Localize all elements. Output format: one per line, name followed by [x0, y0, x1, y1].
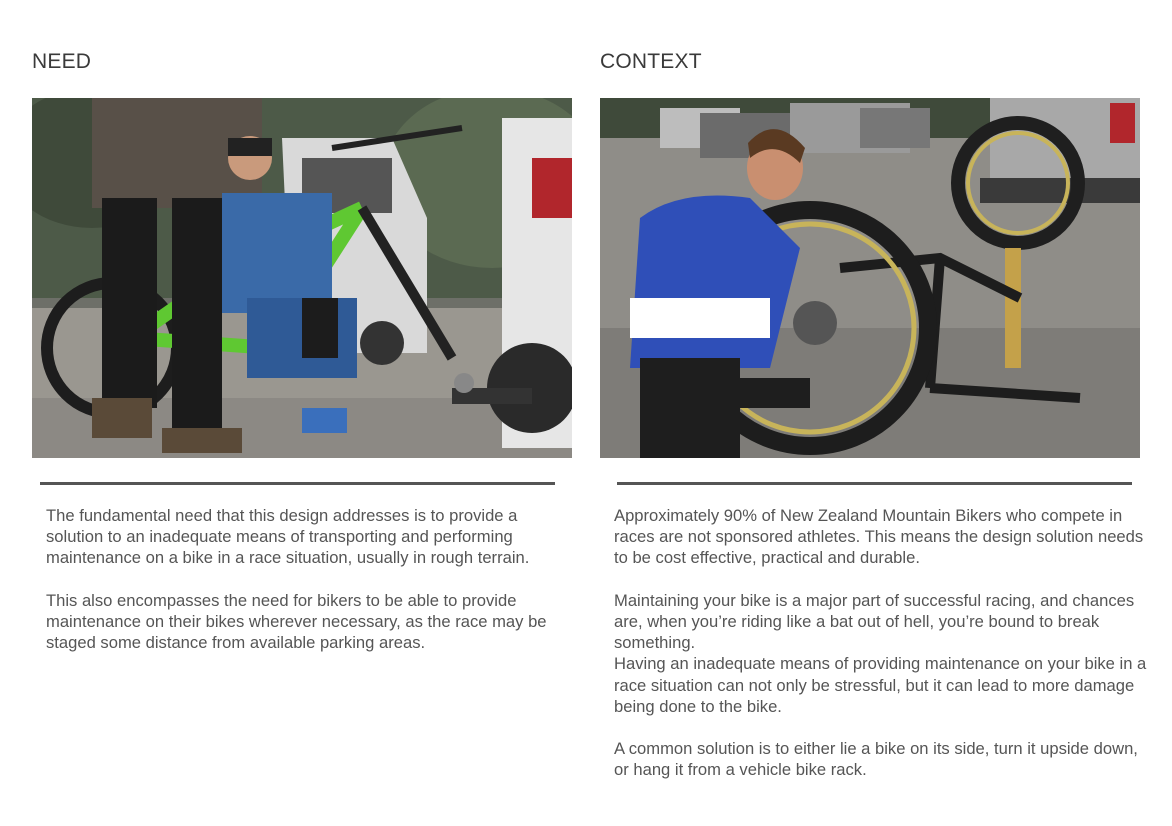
need-paragraph: The fundamental need that this design addresses is to provide a solution to an inadequate means of transporting and performing maintenance on a bike in a race situation, usually in rough terrain.	[46, 506, 530, 568]
context-paragraph: Approximately 90% of New Zealand Mountain Bikers who compete in races are not sponsored athletes. This means the design solution needs to be cost effective, practical and durable.	[614, 506, 1144, 568]
need-body	[46, 505, 566, 675]
need-photo	[32, 98, 572, 458]
context-paragraph: Having an inadequate means of providing maintenance on your bike in a race situation can not only be stressful, but it can lead to more damage being done to the bike.	[614, 654, 1147, 716]
context-photo	[600, 98, 1140, 458]
context-paragraph: A common solution is to either lie a bike on its side, turn it upside down, or hang it from a vehicle bike rack.	[614, 739, 1138, 780]
context-heading: CONTEXT	[600, 50, 702, 73]
context-photo-illustration	[600, 98, 1140, 458]
need-paragraph: This also encompasses the need for bikers to be able to provide maintenance on their bikes wherever necessary, as the race may be staged some distance from available parking areas.	[46, 590, 547, 653]
context-body	[614, 505, 1154, 802]
need-divider	[40, 482, 555, 485]
context-divider	[617, 482, 1132, 485]
need-heading: NEED	[32, 50, 92, 73]
context-paragraph: Maintaining your bike is a major part of successful racing, and chances are, when you’re riding like a bat out of hell, you’re bound to break something.	[614, 590, 1135, 653]
need-photo-illustration	[32, 98, 572, 458]
